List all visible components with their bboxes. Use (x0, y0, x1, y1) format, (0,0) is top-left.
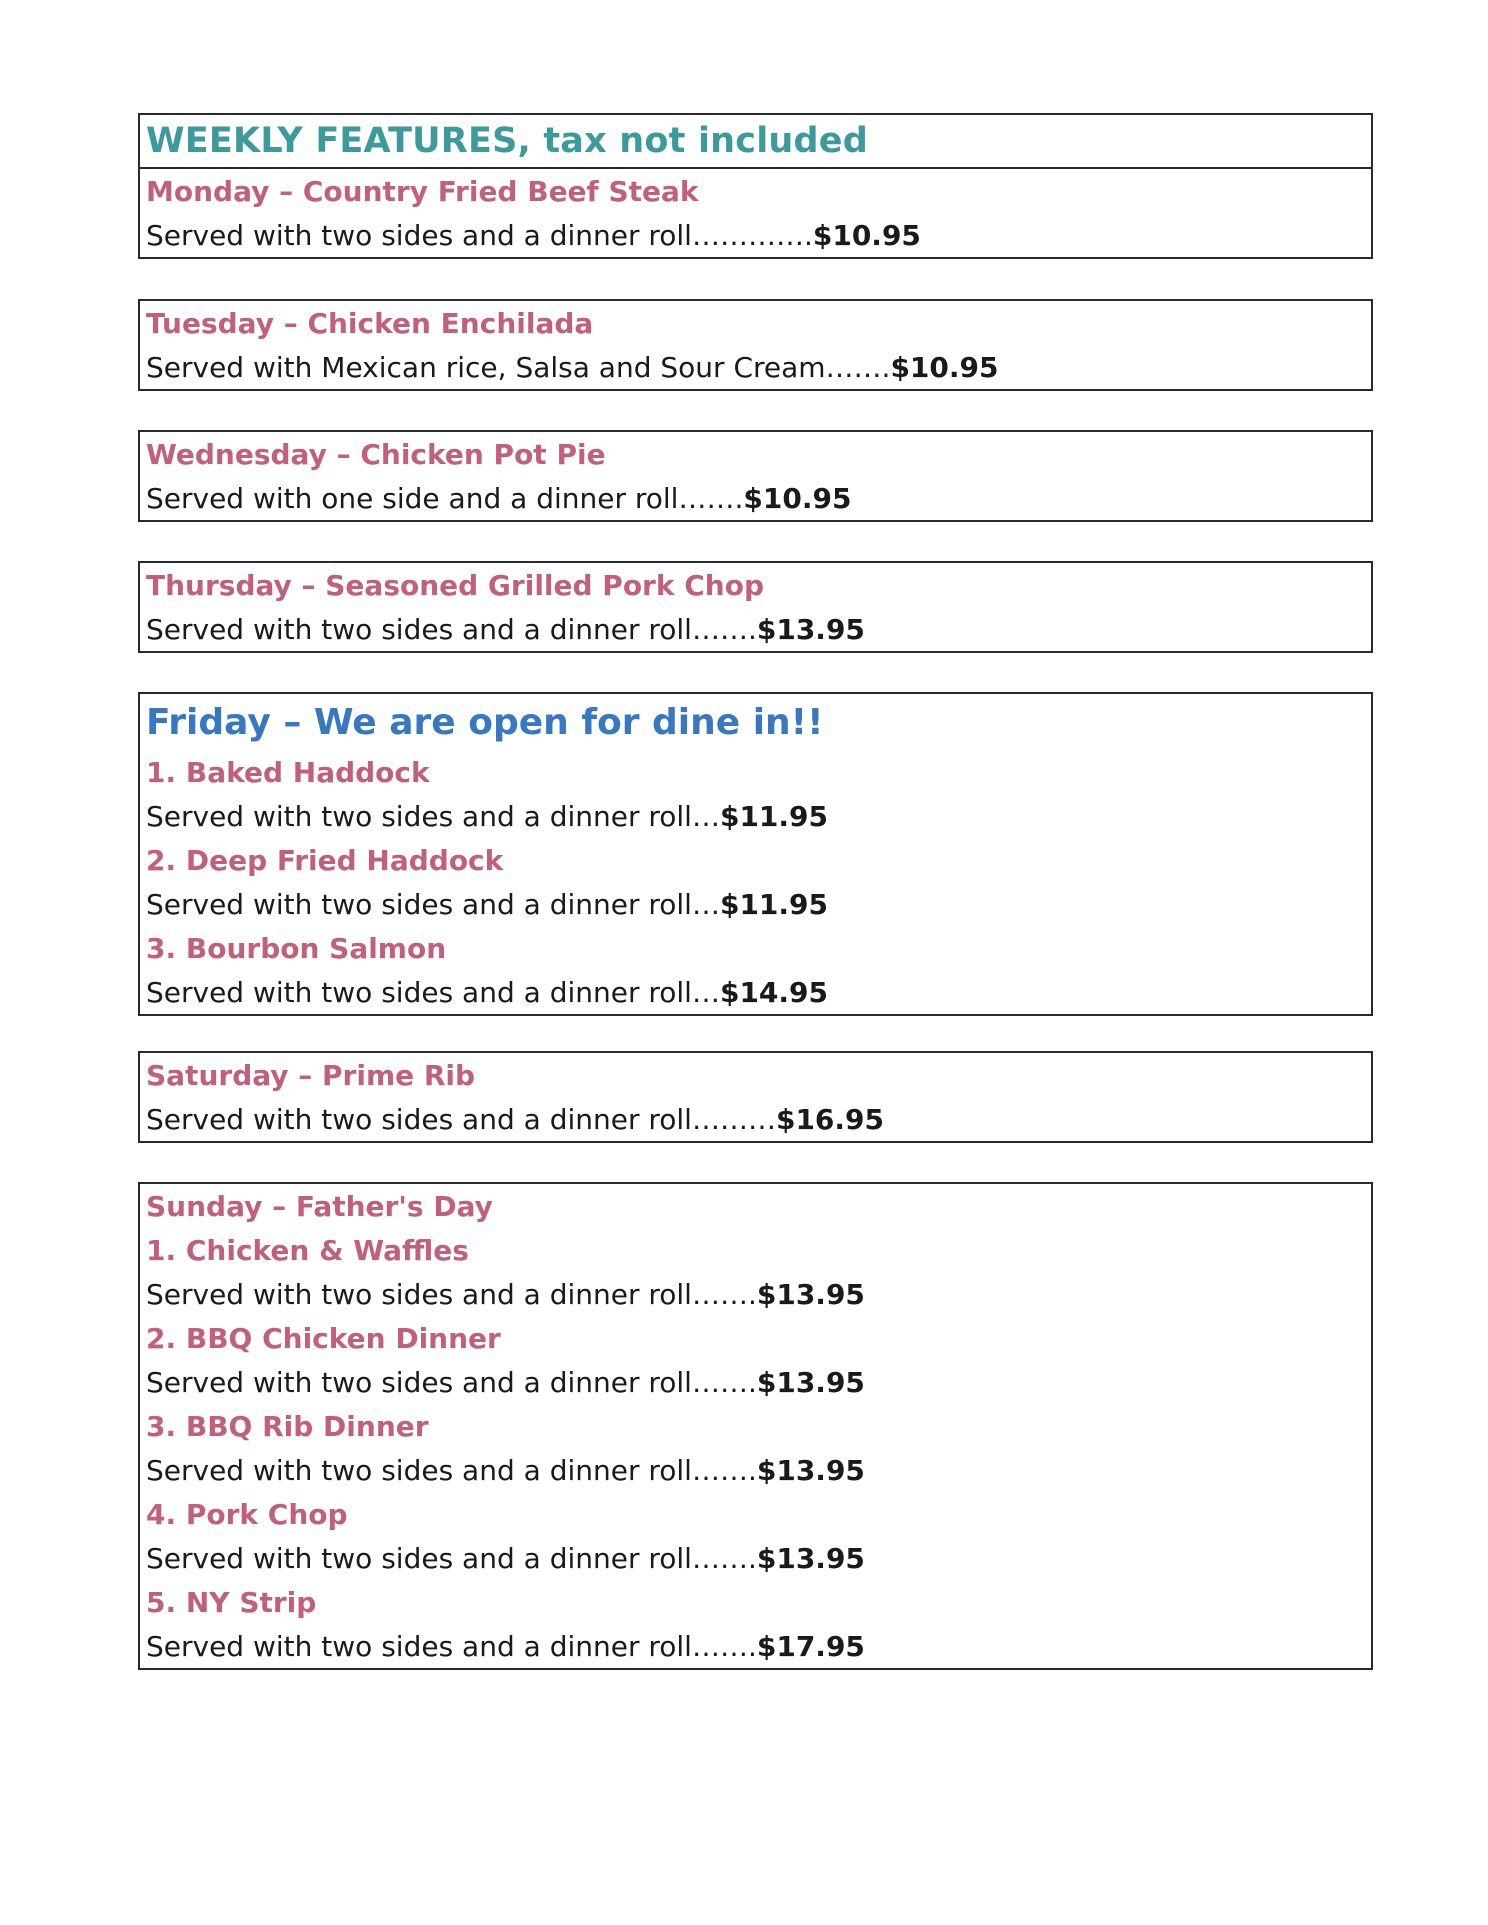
list-item-desc-text: Served with two sides and a dinner roll……. (146, 1365, 757, 1399)
thursday-box (138, 561, 1373, 653)
friday-box (138, 692, 1373, 1016)
saturday-desc-text: Served with two sides and a dinner roll……… (146, 1102, 776, 1136)
list-item-title: 3. Bourbon Salmon (146, 931, 447, 965)
list-item-desc (140, 794, 1371, 838)
monday-desc (140, 213, 1371, 257)
monday-box (138, 113, 1373, 259)
thursday-desc (140, 607, 1371, 651)
tuesday-title: Tuesday – Chicken Enchilada (146, 306, 594, 340)
list-item-desc-text: Served with two sides and a dinner roll……. (146, 1541, 757, 1575)
list-item-desc (140, 970, 1371, 1014)
list-item-desc-text: Served with two sides and a dinner roll……. (146, 1629, 757, 1663)
list-item-title: 2. BBQ Chicken Dinner (146, 1321, 501, 1355)
menu-header (140, 115, 1371, 169)
list-item-title: 1. Chicken & Waffles (146, 1233, 469, 1267)
wednesday-price: $10.95 (743, 481, 852, 515)
tuesday-desc-text: Served with Mexican rice, Salsa and Sour Cream……. (146, 350, 891, 384)
sunday-title: Sunday – Father's Day (146, 1189, 493, 1223)
list-item-price: $11.95 (719, 887, 829, 921)
list-item-title: 1. Baked Haddock (146, 755, 430, 789)
list-item-desc-text: Served with two sides and a dinner roll……. (146, 1277, 757, 1311)
list-item-price: $13.95 (756, 1541, 865, 1575)
saturday-price: $16.95 (775, 1102, 885, 1136)
tuesday-box (138, 299, 1373, 391)
list-item-title: 4. Pork Chop (146, 1497, 348, 1531)
list-item-price: $13.95 (756, 1365, 865, 1399)
wednesday-box (138, 430, 1373, 522)
monday-price: $10.95 (812, 218, 921, 252)
saturday-title: Saturday – Prime Rib (146, 1058, 476, 1092)
list-item-desc (140, 1536, 1371, 1580)
list-item-price: $13.95 (756, 1453, 865, 1487)
list-item-desc (140, 1360, 1371, 1404)
list-item-desc (140, 1624, 1371, 1668)
sunday-box (138, 1182, 1373, 1670)
thursday-title: Thursday – Seasoned Grilled Pork Chop (146, 568, 764, 602)
list-item-desc (140, 882, 1371, 926)
list-item-title: 2. Deep Fried Haddock (146, 843, 504, 877)
list-item-desc-text: Served with two sides and a dinner roll… (146, 799, 720, 833)
list-item-desc-text: Served with two sides and a dinner roll… (146, 975, 720, 1009)
tuesday-price: $10.95 (890, 350, 999, 384)
page-title: WEEKLY FEATURES, tax not included (146, 121, 868, 161)
list-item-desc (140, 1448, 1371, 1492)
list-item-title: 3. BBQ Rib Dinner (146, 1409, 429, 1443)
list-item-price: $14.95 (719, 975, 829, 1009)
friday-title: Friday – We are open for dine in!! (146, 701, 824, 743)
monday-desc-text: Served with two sides and a dinner roll…………. (146, 218, 813, 252)
list-item-price: $13.95 (756, 1277, 865, 1311)
tuesday-desc (140, 345, 1371, 389)
list-item-price: $11.95 (719, 799, 829, 833)
wednesday-desc (140, 476, 1371, 520)
list-item-price: $17.95 (756, 1629, 865, 1663)
saturday-box (138, 1051, 1373, 1143)
wednesday-title: Wednesday – Chicken Pot Pie (146, 437, 606, 471)
list-item-desc-text: Served with two sides and a dinner roll… (146, 887, 720, 921)
list-item-title: 5. NY Strip (146, 1585, 317, 1619)
list-item-desc (140, 1272, 1371, 1316)
monday-title: Monday – Country Fried Beef Steak (146, 174, 699, 208)
wednesday-desc-text: Served with one side and a dinner roll……. (146, 481, 744, 515)
saturday-desc (140, 1097, 1371, 1141)
thursday-desc-text: Served with two sides and a dinner roll……. (146, 612, 757, 646)
thursday-price: $13.95 (756, 612, 865, 646)
list-item-desc-text: Served with two sides and a dinner roll……. (146, 1453, 757, 1487)
